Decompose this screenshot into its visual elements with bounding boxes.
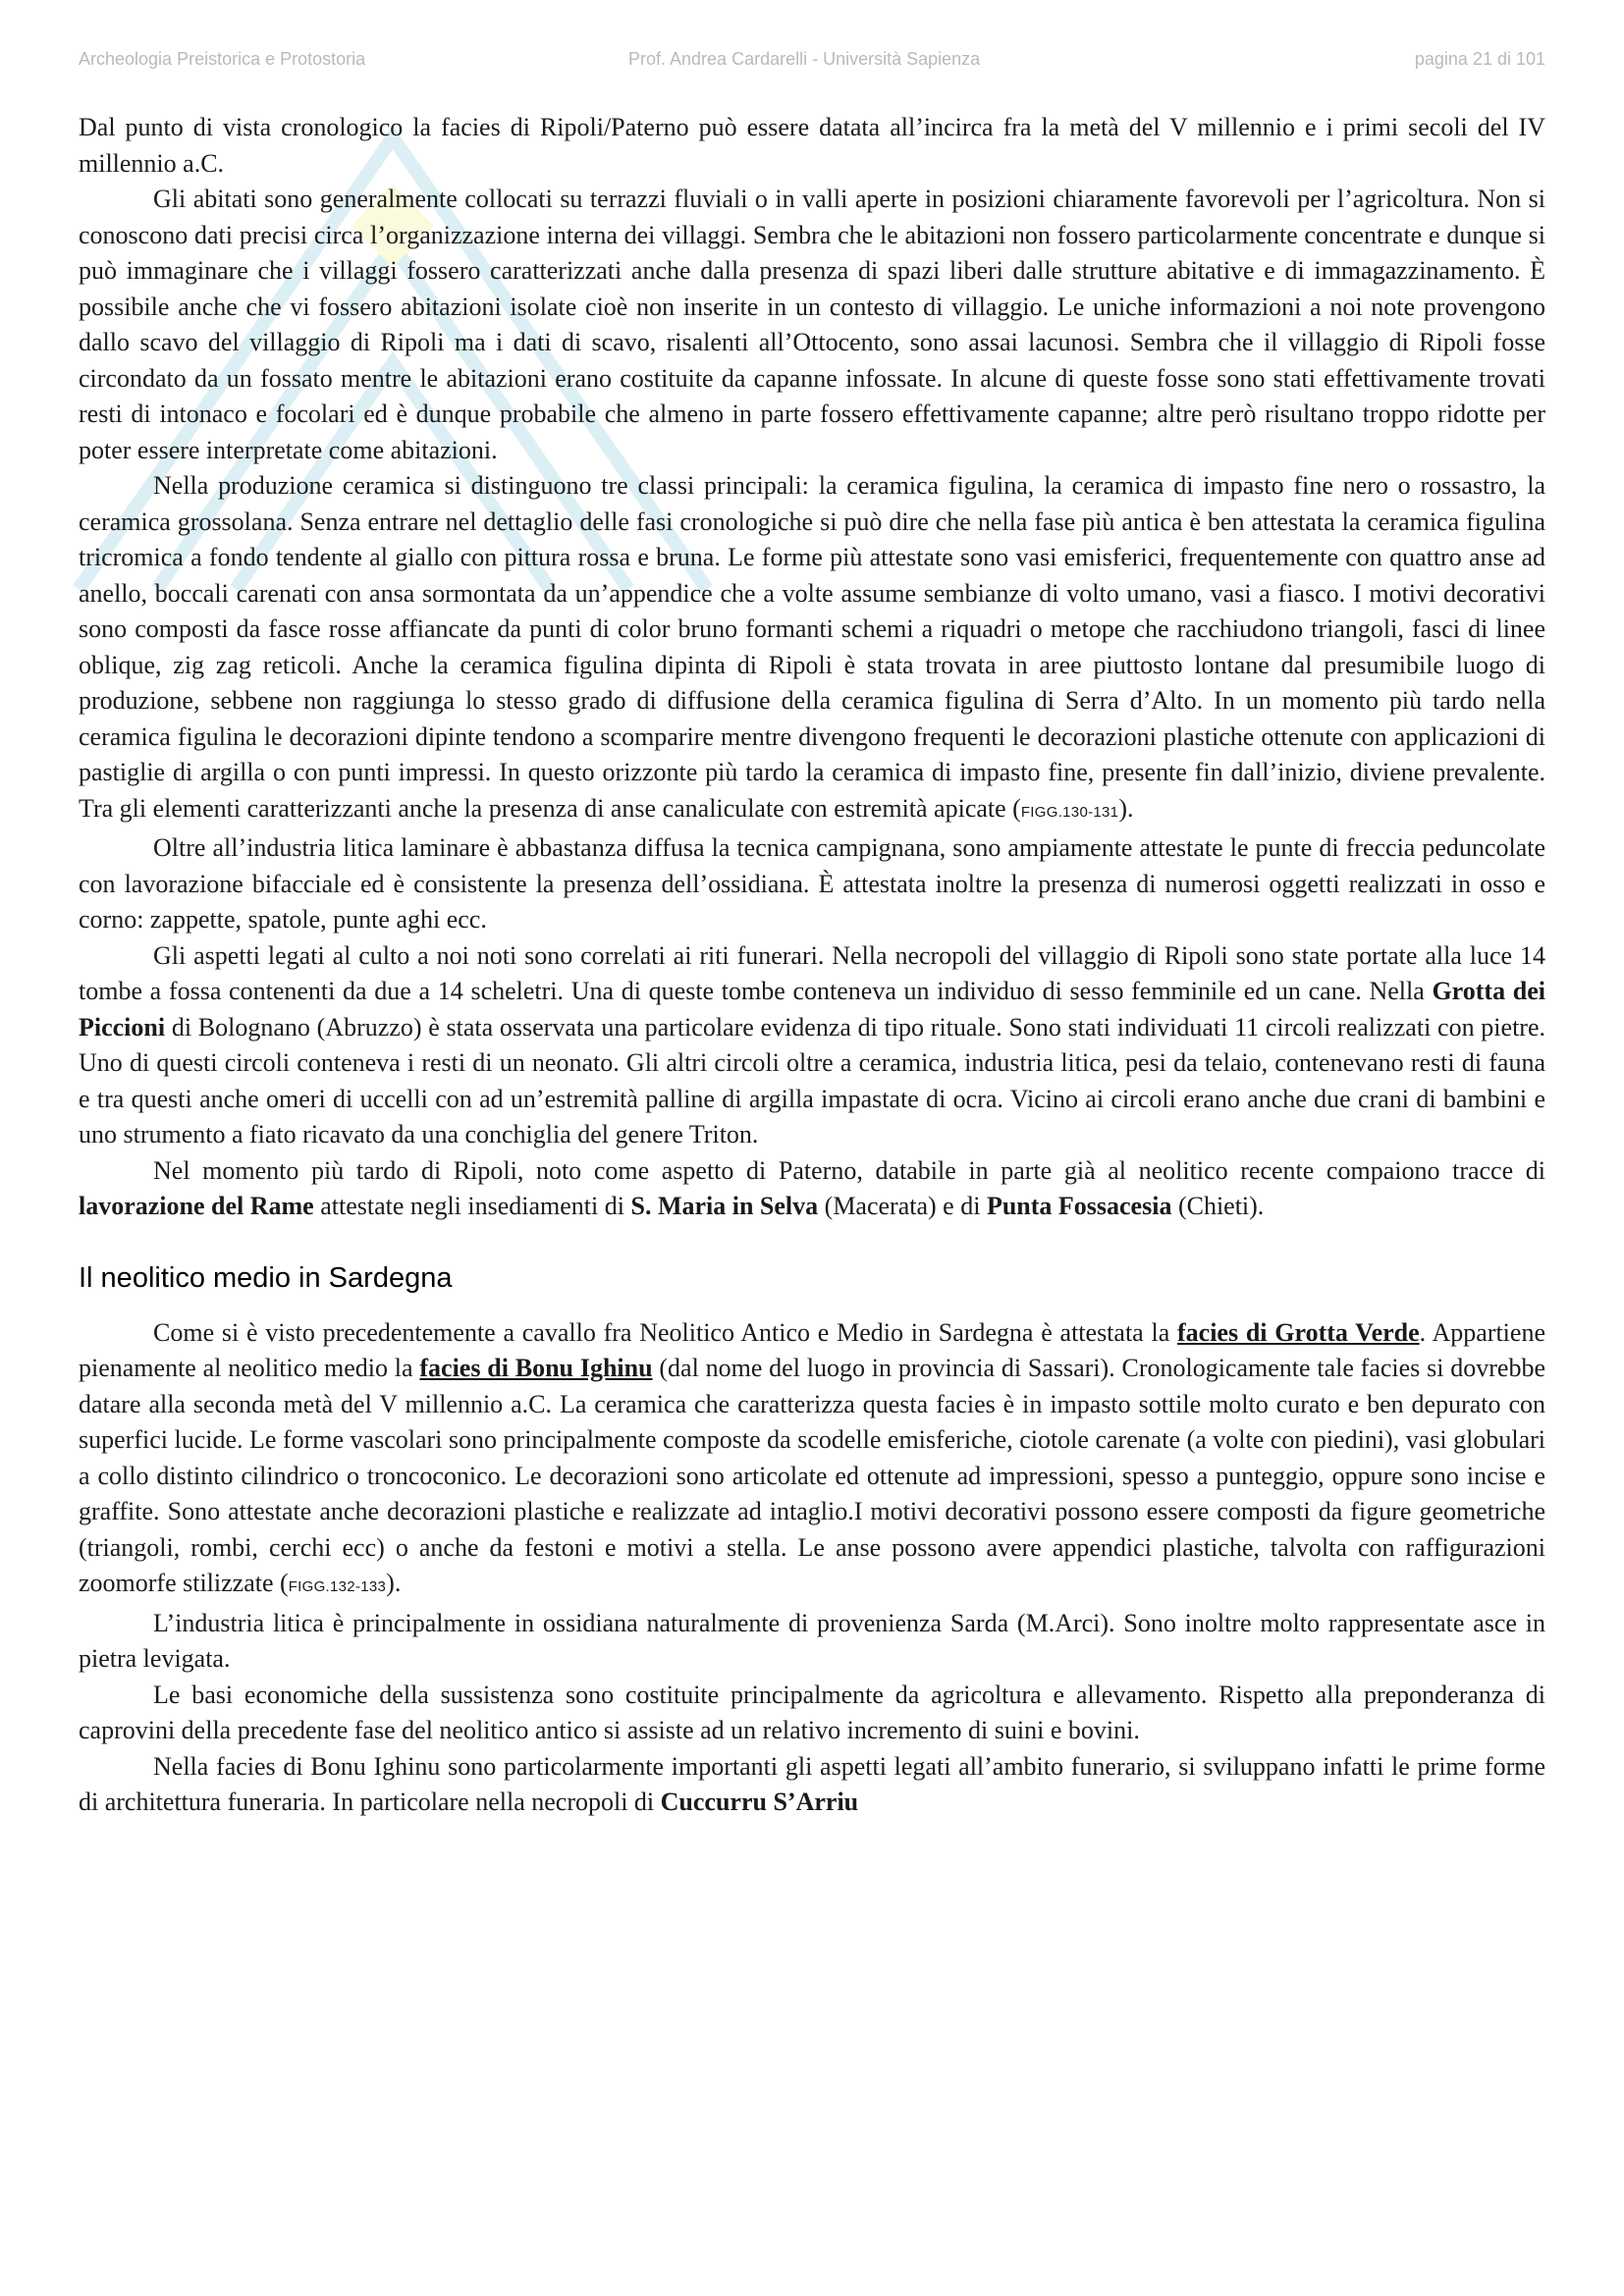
section-heading: Il neolitico medio in Sardegna	[79, 1261, 453, 1294]
paragraph-funerary: Nella facies di Bonu Ighinu sono particolarmente importanti gli aspetti legati all’ambito funerario, si sviluppano infatti le prime forme di architettura funeraria. In particolare nella necropoli di Cuccurru S’Arriu	[79, 1751, 1545, 1816]
bold-term: Cuccurru S’Arriu	[660, 1788, 859, 1816]
paragraph-economy: Le basi economiche della sussistenza sono costituite principalmente da agricoltura e allevamento. Rispetto alla preponderanza di caprovini della precedente fase del neolitico antico si assiste ad un relativo incremento di suini e bovini.	[79, 1680, 1545, 1744]
paragraph-chronology: Dal punto di vista cronologico la facies di Ripoli/Paterno può essere datata all’incirca fra la metà del V millennio e i primi secoli del IV millennio a.C.	[79, 113, 1545, 178]
underlined-term: facies di Bonu Ighinu	[419, 1354, 653, 1382]
bold-term: Grotta dei Piccioni	[79, 977, 1545, 1041]
professor-name: Prof. Andrea Cardarelli - Università Sapienza	[628, 49, 981, 69]
paragraph-obsidian: L’industria litica è principalmente in ossidiana naturalmente di provenienza Sarda (M.Arci). Sono inoltre molto rappresentate asce in pietra levigata.	[79, 1608, 1545, 1673]
paragraph-lithic: Oltre all’industria litica laminare è abbastanza diffusa la tecnica campignana, sono ampiamente attestate le punte di freccia peduncolate con lavorazione bifacciale ed è consistente la presenza dell’ossidiana. È attestata inoltre la presenza di numerosi oggetti realizzati in osso e corno: zappette, spatole, punte aghi ecc.	[79, 833, 1545, 934]
document-body	[79, 110, 1545, 1821]
paragraph-bonu-ighinu: Come si è visto precedentemente a cavallo fra Neolitico Antico e Medio in Sardegna è attestata la facies di Grotta Verde. Appartiene pienamente al neolitico medio la facies di Bonu Ighinu (dal nome del luogo in provincia di Sassari). Cronologicamente tale facies si dovrebbe datare alla seconda metà del V millennio a.C. La ceramica che caratterizza questa facies è in impasto sottile molto curato e ben depurato con superfici lucide. Le forme vascolari sono principalmente composte da scodelle emisferiche, ciotole carenate (a volte con piedini), vasi globulari a collo distinto cilindrico o troncoconico. Le decorazioni sono articolate ed ottenute ad impressioni, spesso a punteggio, oppure sono incise e graffite. Sono attestate anche decorazioni plastiche e realizzate ad intaglio.I motivi decorativi possono essere composti da figure geometriche (triangoli, rombi, cerchi ecc) o anche da festoni e motivi a stella. Le anse possono avere appendici plastiche, talvolta con raffigurazioni zoomorfe stilizzate (FIGG.132-133).	[79, 1317, 1546, 1597]
paragraph-ceramics: Nella produzione ceramica si distinguono tre classi principali: la ceramica figulina, la ceramica di impasto fine nero o rossastro, la ceramica grossolana. Senza entrare nel dettaglio delle fasi cronologiche si può dire che nella fase più antica è ben attestata la ceramica figulina tricromica a fondo tendente al giallo con pittura rossa e bruna. Le forme più attestate sono vasi emisferici, frequentemente con quattro anse ad anello, boccali carenati con ansa sormontata da un’appendice che a volte assume sembianze di volto umano, vasi a fiasco. I motivi decorativi sono composti da fasce rosse affiancate da punti di color bruno formanti schemi a riquadri o metope che racchiudono triangoli, fasci di linee oblique, zig zag reticoli. Anche la ceramica figulina dipinta di Ripoli è stata trovata in aree piuttosto lontane dal presumibile luogo di produzione, sebbene non raggiunga lo stesso grado di diffusione della ceramica figulina di Serra d’Alto. In un momento più tardo nella ceramica figulina le decorazioni dipinte tendono a scomparire mentre divengono frequenti le decorazioni plastiche ottenute con applicazioni di pastiglie di argilla o con punti impressi. In questo orizzonte più tardo la ceramica di impasto fine, presente fin dall’inizio, diviene prevalente. Tra gli elementi caratterizzanti anche la presenza di anse canaliculate con estremità apicate (FIGG.130-131).	[79, 471, 1545, 823]
figure-reference: FIGG.132-133	[288, 1578, 387, 1595]
figure-reference: FIGG.130-131	[1020, 803, 1119, 821]
paragraph-settlements: Gli abitati sono generalmente collocati su terrazzi fluviali o in valli aperte in posizioni chiaramente favorevoli per l’agricoltura. Non si conoscono dati precisi circa l’organizzazione interna dei villaggi. Sembra che le abitazioni non fossero particolarmente concentrate e dunque si può immaginare che i villaggi fossero caratterizzati anche dalla presenza di spazi liberi dalle strutture abitative e di immagazzinamento. È possibile anche che vi fossero abitazioni isolate cioè non inserite in un contesto di villaggio. Le uniche informazioni a noi note provengono dallo scavo del villaggio di Ripoli ma i dati di scavo, risalenti all’Ottocento, sono assai lacunosi. Sembra che il villaggio di Ripoli fosse circondato da un fossato mentre le abitazioni erano costituite da capanne infossate. In alcune di queste fosse sono stati effettivamente trovati resti di intonaco e focolari ed è dunque probabile che almeno in parte fossero effettivamente capanne; altre però risultano troppo ridotte per poter essere interpretate come abitazioni.	[79, 185, 1545, 464]
bold-term: lavorazione del Rame	[79, 1192, 314, 1220]
page-number: pagina 21 di 101	[1414, 49, 1545, 69]
underlined-term: facies di Grotta Verde	[1177, 1317, 1420, 1347]
course-title: Archeologia Preistorica e Protostoria	[79, 49, 366, 69]
page-header	[79, 49, 1545, 75]
bold-term: Punta Fossacesia	[986, 1192, 1172, 1220]
paragraph-paterno: Nel momento più tardo di Ripoli, noto come aspetto di Paterno, databile in parte già al neolitico recente compaiono tracce di lavorazione del Rame attestate negli insediamenti di S. Maria in Selva (Macerata) e di Punta Fossacesia (Chieti).	[79, 1155, 1545, 1220]
bold-term: S. Maria in Selva	[630, 1192, 819, 1220]
paragraph-cult: Gli aspetti legati al culto a noi noti sono correlati ai riti funerari. Nella necropoli del villaggio di Ripoli sono state portate alla luce 14 tombe a fossa contenenti da due a 14 scheletri. Una di queste tombe conteneva un individuo di sesso femminile ed un cane. Nella Grotta dei Piccioni di Bolognano (Abruzzo) è stata osservata una particolare evidenza di tipo rituale. Sono stati individuati 11 circoli realizzati con pietre. Uno di questi circoli conteneva i resti di un neonato. Gli altri circoli oltre a ceramica, industria litica, pesi da telaio, contenevano resti di fauna e tra questi anche omeri di uccelli con ad un’estremità palline di argilla impastate di ocra. Vicino ai circoli erano anche due crani di bambini e uno strumento a fiato ricavato da una conchiglia del genere Triton.	[79, 940, 1545, 1148]
